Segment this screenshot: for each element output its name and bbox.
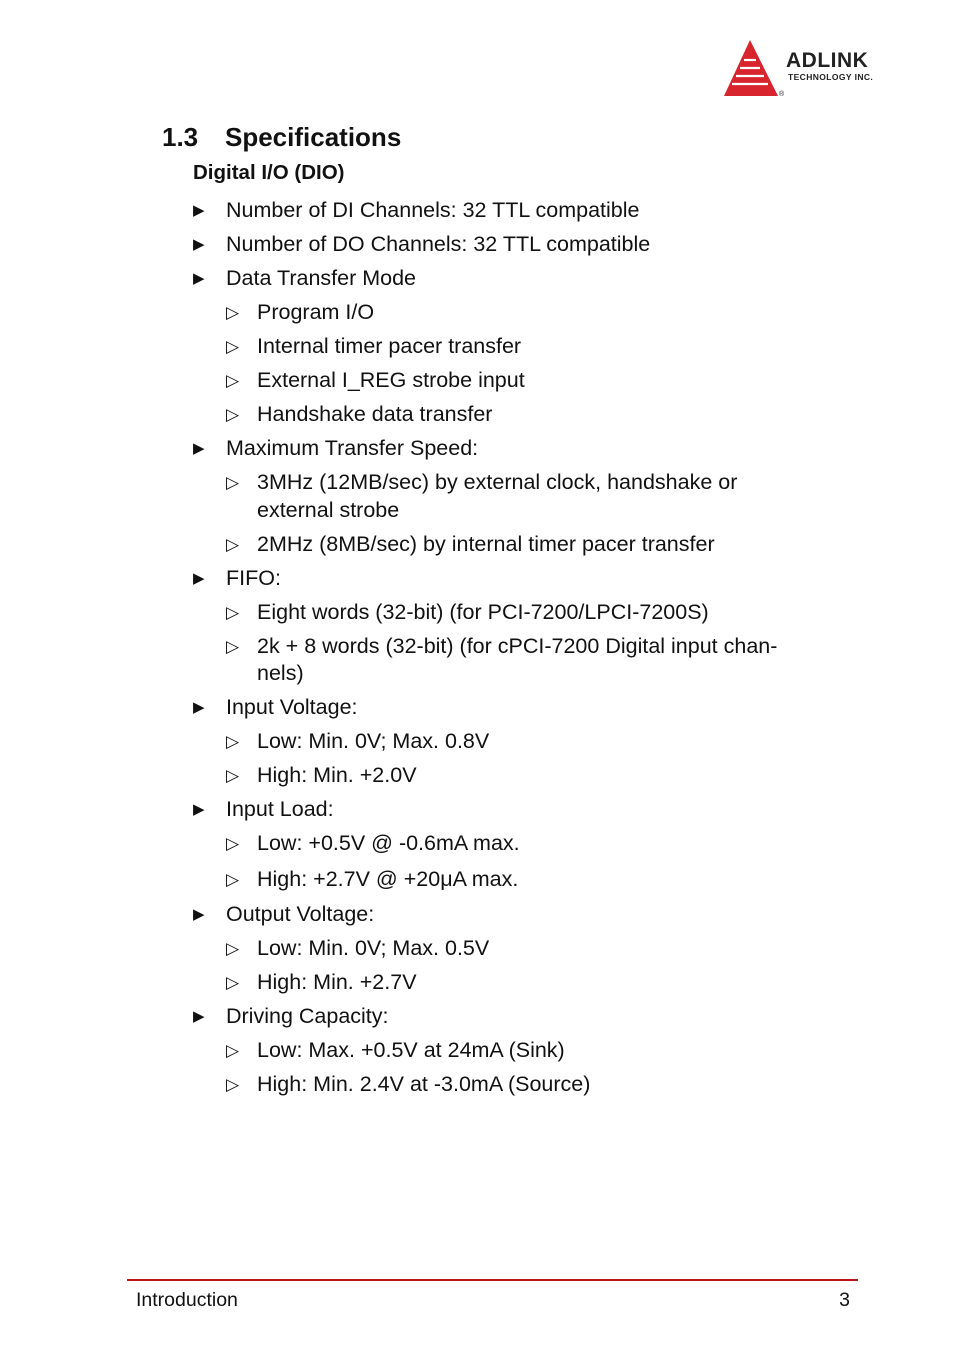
sub-item [226,762,417,789]
section-title: Specifications [225,122,402,152]
spec-text: Driving Capacity: [226,1004,389,1028]
sub-item [226,333,521,360]
spec-item-do-channels [193,231,650,258]
logo-subtitle: TECHNOLOGY INC. [788,72,874,82]
spec-item-output-voltage [193,901,374,928]
sub-item-text: Low: Max. +0.5V at 24mA (Sink) [257,1038,565,1062]
sub-item [226,633,777,660]
spec-item-transfer-mode [193,265,416,292]
sub-item [226,1037,565,1064]
sub-item-text: 3MHz (12MB/sec) by external clock, handshake or [257,470,738,494]
sub-item [226,866,518,893]
filled-triangle-bullet-icon: ▶ [193,202,205,219]
sub-item [226,969,417,996]
logo-wordmark: ADLINK [786,49,869,72]
hollow-triangle-bullet-icon: ▷ [226,1041,240,1060]
hollow-triangle-bullet-icon: ▷ [226,766,240,785]
spec-text: Maximum Transfer Speed: [226,436,479,460]
sub-item [226,599,709,626]
sub-item-text: Eight words (32-bit) (for PCI-7200/LPCI-7200S) [257,600,709,624]
sub-item-text: Low: Min. 0V; Max. 0.8V [257,729,490,753]
hollow-triangle-bullet-icon: ▷ [226,405,240,424]
sub-item [226,469,737,496]
spec-text: Number of DI Channels: 32 TTL compatible [226,198,640,222]
sub-item-text: 2k + 8 words (32-bit) (for cPCI-7200 Digital input chan- [257,634,778,658]
sub-item-text: Low: Min. 0V; Max. 0.5V [257,936,490,960]
hollow-triangle-bullet-icon: ▷ [226,732,240,751]
sub-item-text: Internal timer pacer transfer [257,334,522,358]
sub-item [226,299,374,326]
sub-item-text: High: +2.7V @ +20μA max. [257,867,519,891]
spec-text: Input Load: [226,797,334,821]
adlink-logo [722,38,912,100]
hollow-triangle-bullet-icon: ▷ [226,473,240,492]
filled-triangle-bullet-icon: ▶ [193,570,205,587]
sub-item-text: External I_REG strobe input [257,368,525,392]
filled-triangle-bullet-icon: ▶ [193,906,205,923]
sub-item [226,531,715,558]
sub-item [226,367,525,394]
spec-item-di-channels [193,197,639,224]
sub-item-text: 2MHz (8MB/sec) by internal timer pacer transfer [257,532,715,556]
spec-item-max-speed [193,435,478,462]
hollow-triangle-bullet-icon: ▷ [226,371,240,390]
hollow-triangle-bullet-icon: ▷ [226,603,240,622]
hollow-triangle-bullet-icon: ▷ [226,939,240,958]
hollow-triangle-bullet-icon: ▷ [226,870,240,889]
sub-item-text: High: Min. 2.4V at -3.0mA (Source) [257,1072,591,1096]
sub-item-text: Program I/O [257,300,375,324]
sub-item [226,1071,590,1098]
hollow-triangle-bullet-icon: ▷ [226,535,240,554]
hollow-triangle-bullet-icon: ▷ [226,973,240,992]
spec-item-input-voltage [193,694,358,721]
sub-item-text: Handshake data transfer [257,402,493,426]
spec-text: Input Voltage: [226,695,358,719]
page-number: 3 [839,1289,850,1311]
spec-text: Number of DO Channels: 32 TTL compatible [226,232,651,256]
filled-triangle-bullet-icon: ▶ [193,801,205,818]
sub-item [226,935,489,962]
hollow-triangle-bullet-icon: ▷ [226,303,240,322]
sub-item-text: High: Min. +2.0V [257,763,417,787]
filled-triangle-bullet-icon: ▶ [193,699,205,716]
sub-item [226,728,489,755]
spec-text: FIFO: [226,566,281,590]
filled-triangle-bullet-icon: ▶ [193,440,205,457]
footer-divider [127,1279,858,1281]
hollow-triangle-bullet-icon: ▷ [226,337,240,356]
spec-item-fifo [193,565,281,592]
logo-triangle-icon [722,38,784,100]
hollow-triangle-bullet-icon: ▷ [226,637,240,656]
filled-triangle-bullet-icon: ▶ [193,1008,205,1025]
section-heading [162,121,401,153]
footer-section-name: Introduction [136,1289,238,1311]
filled-triangle-bullet-icon: ▶ [193,270,205,287]
sub-item-text: High: Min. +2.7V [257,970,417,994]
spec-item-driving-capacity [193,1003,389,1030]
sub-item-continuation: nels) [257,661,304,685]
sub-item-continuation: external strobe [257,498,400,522]
spec-item-input-load [193,796,334,823]
logo-registered-mark: ® [779,91,785,98]
sub-item [226,401,492,428]
filled-triangle-bullet-icon: ▶ [193,236,205,253]
section-number: 1.3 [162,122,199,152]
hollow-triangle-bullet-icon: ▷ [226,834,240,853]
hollow-triangle-bullet-icon: ▷ [226,1075,240,1094]
spec-text: Data Transfer Mode [226,266,417,290]
subsection-heading: Digital I/O (DIO) [193,161,345,184]
spec-text: Output Voltage: [226,902,375,926]
sub-item [226,830,520,857]
sub-item-text: Low: +0.5V @ -0.6mA max. [257,831,520,855]
